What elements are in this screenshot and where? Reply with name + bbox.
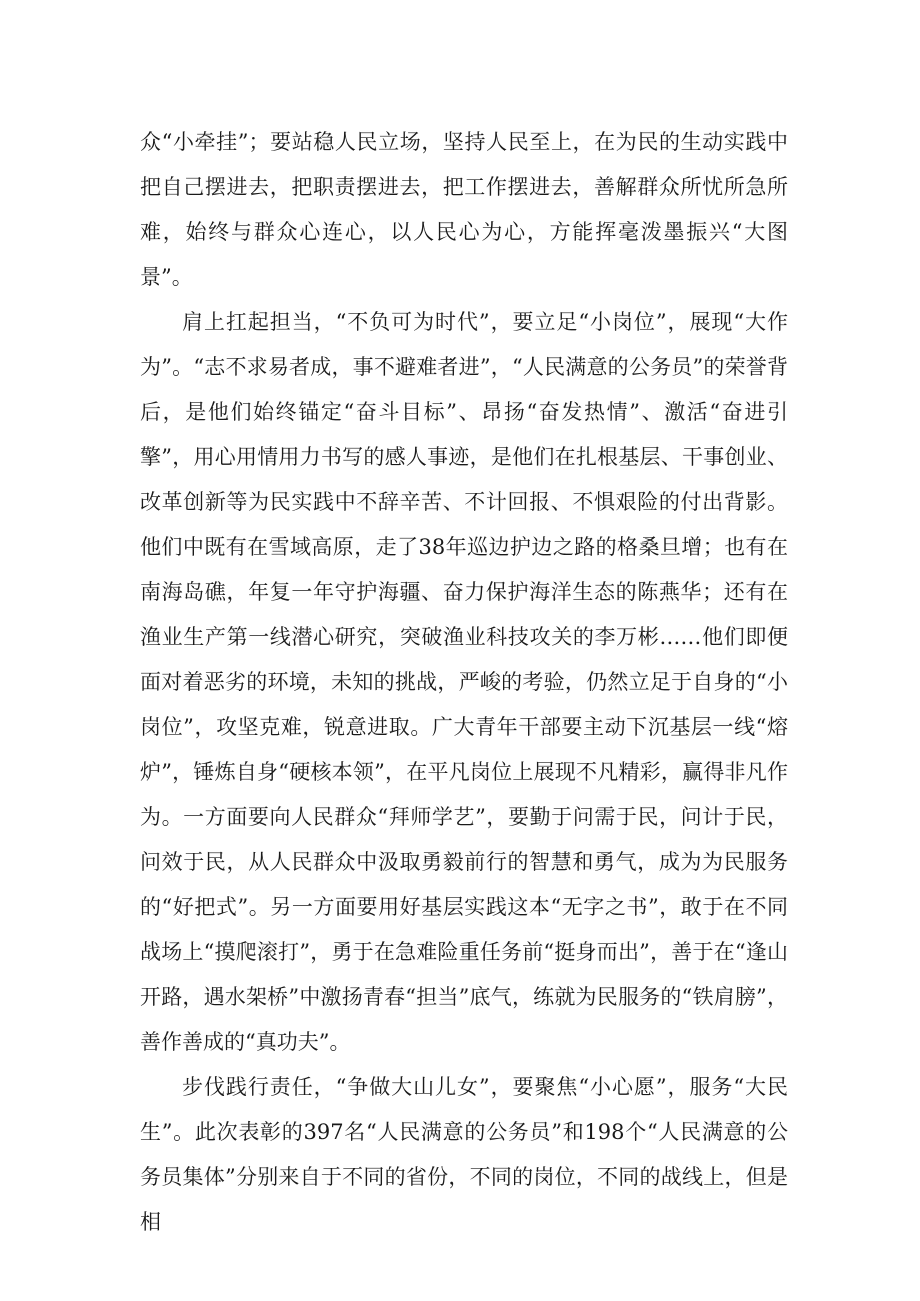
paragraph-1: 众“小牵挂”；要站稳人民立场，坚持人民至上，在为民的生动实践中把自己摆进去，把职责摆进去，把工作摆进去，善解群众所忧所急所难，始终与群众心连心，以人民心为心，方能挥毫泼墨振兴“大图景”。 — [140, 130, 788, 289]
document-page — [140, 120, 788, 1245]
paragraph-2: 肩上扛起担当，“不负可为时代”，要立足“小岗位”，展现“大作为”。“志不求易者成，事不避难者进”，“人民满意的公务员”的荣誉背后，是他们始终锚定“奋斗目标”、昂扬“奋发热情”、激活“奋进引擎”，用心用情用力书写的感人事迹，是他们在扎根基层、干事创业、改革创新等为民实践中不辞辛苦、不计回报、不惧艰险的付出背影。他们中既有在雪域高原，走了38年巡边护边之路的格桑旦增；也有在南海岛礁，年复一年守护海疆、奋力保护海洋生态的陈燕华；还有在渔业生产第一线潜心研究，突破渔业科技攻关的李万彬……他们即便面对着恶劣的环境，未知的挑战，严峻的考验，仍然立足于自身的“小岗位”，攻坚克难，锐意进取。广大青年干部要主动下沉基层一线“熔炉”，锤炼自身“硬核本领”，在平凡岗位上展现不凡精彩，赢得非凡作为。一方面要向人民群众“拜师学艺”，要勤于问需于民，问计于民，问效于民，从人民群众中汲取勇毅前行的智慧和勇气，成为为民服务的“好把式”。另一方面要用好基层实践这本“无字之书”，敢于在不同战场上“摸爬滚打”，勇于在急难险重任务前“挺身而出”，善于在“逢山开路，遇水架桥”中激扬青春“担当”底气，练就为民服务的“铁肩膀”，善作善成的“真功夫”。 — [140, 310, 788, 1054]
paragraph-3: 步伐践行责任，“争做大山儿女”，要聚焦“小心愿”，服务“大民生”。此次表彰的397名“人民满意的公务员”和198个“人民满意的公务员集体”分别来自于不同的省份，不同的岗位，不同的战线上，但是相 — [140, 1075, 788, 1234]
